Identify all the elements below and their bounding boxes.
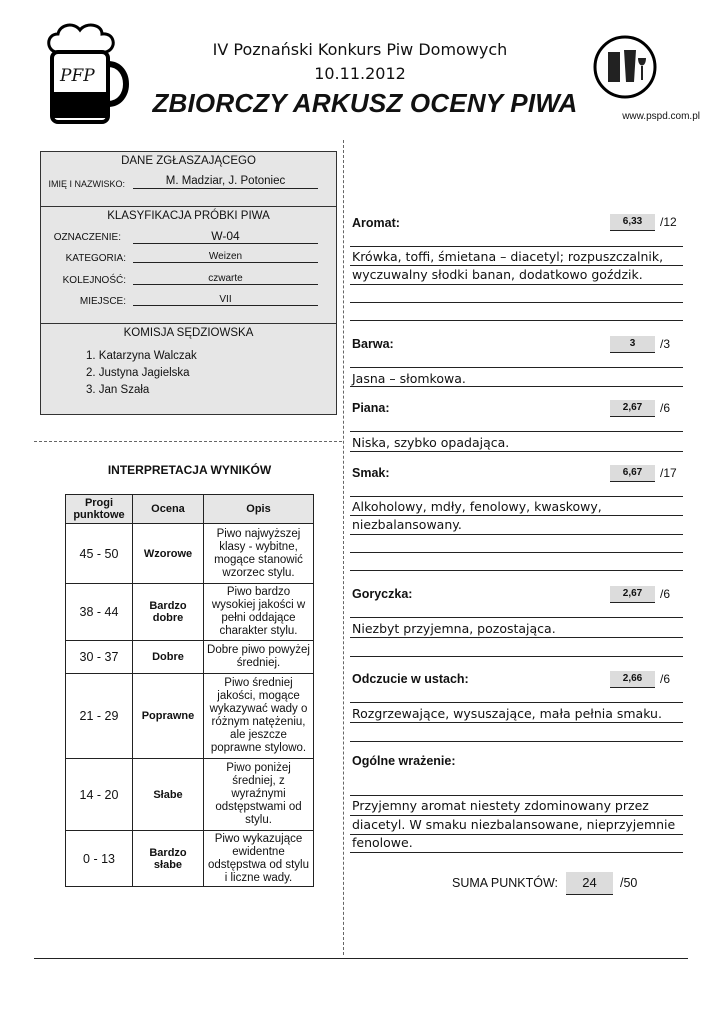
foam-label: Piana: <box>352 401 390 415</box>
header-grade: Ocena <box>133 495 204 524</box>
table-row <box>66 641 314 674</box>
taste-line-1 <box>350 496 683 497</box>
range-cell: 0 - 13 <box>66 831 133 887</box>
grade-cell: Słabe <box>133 759 204 831</box>
vertical-separator <box>343 140 344 955</box>
desc-cell: Piwo poniżej średniej, z wyraźnymi odstępstwami od stylu. <box>204 759 314 831</box>
bottom-rule <box>34 958 688 959</box>
color-comment-1: Jasna – słomkowa. <box>352 371 466 386</box>
designation-value: W-04 <box>133 229 318 244</box>
aroma-score: 6,33 <box>610 214 655 231</box>
aroma-comment-1: Krówka, toffi, śmietana – diacetyl; rozpuszczalnik, <box>352 249 664 264</box>
horizontal-separator <box>34 441 342 442</box>
taste-comment-1: Alkoholowy, mdły, fenolowy, kwaskowy, <box>352 499 602 514</box>
pfp-logo <box>40 22 135 127</box>
interpretation-table <box>65 494 314 887</box>
table-row <box>66 831 314 887</box>
grade-cell: Bardzo dobre <box>133 584 204 641</box>
foam-score: 2,67 <box>610 400 655 417</box>
range-cell: 38 - 44 <box>66 584 133 641</box>
mouthfeel-line-1 <box>350 702 683 703</box>
classification-section <box>40 206 337 325</box>
table-header-row <box>66 495 314 524</box>
jury-title: KOMISJA SĘDZIOWSKA <box>123 327 254 339</box>
color-label: Barwa: <box>352 337 394 351</box>
desc-cell: Piwo bardzo wysokiej jakości w pełni oddające charakter stylu. <box>204 584 314 641</box>
taste-line-2 <box>350 515 683 516</box>
category-value: Weizen <box>133 251 318 263</box>
overall-label: Ogólne wrażenie: <box>352 754 456 768</box>
name-label: IMIĘ I NAZWISKO: <box>48 179 125 189</box>
taste-max: /17 <box>660 466 677 480</box>
color-max: /3 <box>660 337 671 351</box>
grade-cell: Wzorowe <box>133 524 204 584</box>
table-row <box>66 674 314 759</box>
bitterness-line-1 <box>350 617 683 618</box>
aroma-line-2 <box>350 265 683 266</box>
taste-line-4 <box>350 552 683 553</box>
interpretation-title: INTERPRETACJA WYNIKÓW <box>107 463 272 477</box>
desc-cell: Piwo wykazujące ewidentne odstępstwa od stylu i liczne wady. <box>204 831 314 887</box>
aroma-line-5 <box>350 320 683 321</box>
jury-member-2: 2. Justyna Jagielska <box>86 367 190 379</box>
overall-comment-1: Przyjemny aromat niestety zdominowany przez <box>352 798 649 813</box>
grade-cell: Poprawne <box>133 674 204 759</box>
mouthfeel-max: /6 <box>660 672 671 686</box>
aroma-max: /12 <box>660 215 677 229</box>
order-label: KOLEJNOŚĆ: <box>62 275 126 286</box>
taste-score: 6,67 <box>610 465 655 482</box>
header-thresholds: Progi punktowe <box>66 495 133 524</box>
page-title: ZBIORCZY ARKUSZ OCENY PIWA <box>152 88 578 118</box>
table-row <box>66 759 314 831</box>
desc-cell: Dobre piwo powyżej średniej. <box>204 641 314 674</box>
desc-cell: Piwo najwyższej klasy - wybitne, mogące stanowić wzorzec stylu. <box>204 524 314 584</box>
total-label: SUMA PUNKTÓW: <box>452 876 559 890</box>
header-description: Opis <box>204 495 314 524</box>
contest-name: IV Poznański Konkurs Piw Domowych <box>212 40 508 59</box>
foam-line-2 <box>350 451 683 452</box>
mouthfeel-line-2 <box>350 722 683 723</box>
mouthfeel-label: Odczucie w ustach: <box>352 672 469 686</box>
range-cell: 45 - 50 <box>66 524 133 584</box>
mouthfeel-line-3 <box>350 741 683 742</box>
total-max: /50 <box>620 876 638 890</box>
bitterness-line-3 <box>350 656 683 657</box>
bitterness-max: /6 <box>660 587 671 601</box>
designation-label: OZNACZENIE: <box>53 232 121 243</box>
classification-title: KLASYFIKACJA PRÓBKI PIWA <box>107 210 270 222</box>
aroma-line-3 <box>350 284 683 285</box>
range-cell: 30 - 37 <box>66 641 133 674</box>
submitter-title: DANE ZGŁASZAJĄCEGO <box>121 155 256 167</box>
taste-comment-2: niezbalansowany. <box>352 517 462 532</box>
table-row <box>66 524 314 584</box>
jury-member-3: 3. Jan Szała <box>86 384 150 396</box>
table-row <box>66 584 314 641</box>
aroma-label: Aromat: <box>352 216 400 230</box>
taste-line-5 <box>350 570 683 571</box>
bitterness-score: 2,67 <box>610 586 655 603</box>
aroma-line-4 <box>350 302 683 303</box>
mouthfeel-score: 2,66 <box>610 671 655 688</box>
submitter-section <box>40 151 337 208</box>
foam-max: /6 <box>660 401 671 415</box>
place-value: VII <box>133 294 318 306</box>
color-score: 3 <box>610 336 655 353</box>
taste-label: Smak: <box>352 466 390 480</box>
color-line-1 <box>350 367 683 368</box>
range-cell: 21 - 29 <box>66 674 133 759</box>
aroma-line-1 <box>350 246 683 247</box>
bitterness-label: Goryczka: <box>352 587 413 601</box>
desc-cell: Piwo średniej jakości, mogące wykazywać wady o różnym natężeniu, ale jeszcze poprawne stylowo. <box>204 674 314 759</box>
category-label: KATEGORIA: <box>65 253 126 264</box>
grade-cell: Bardzo słabe <box>133 831 204 887</box>
taste-line-3 <box>350 534 683 535</box>
name-value: M. Madziar, J. Potoniec <box>133 175 318 189</box>
foam-line-1 <box>350 431 683 432</box>
overall-line-1 <box>350 795 683 796</box>
overall-comment-3: fenolowe. <box>352 835 413 850</box>
pfp-logo-text: PFP <box>60 66 95 86</box>
foam-comment-1: Niska, szybko opadająca. <box>352 435 510 450</box>
aroma-comment-2: wyczuwalny słodki banan, dodatkowo goździk. <box>352 267 643 282</box>
website-url: www.pspd.com.pl <box>622 111 700 122</box>
overall-comment-2: diacetyl. W smaku niezbalansowane, nieprzyjemnie <box>352 817 676 832</box>
bitterness-comment-1: Niezbyt przyjemna, pozostająca. <box>352 621 556 636</box>
pspd-logo <box>580 22 670 112</box>
place-label: MIEJSCE: <box>79 296 126 307</box>
order-value: czwarte <box>133 273 318 285</box>
contest-date: 10.11.2012 <box>314 64 406 83</box>
grade-cell: Dobre <box>133 641 204 674</box>
jury-section <box>40 323 337 415</box>
range-cell: 14 - 20 <box>66 759 133 831</box>
bitterness-line-2 <box>350 637 683 638</box>
color-line-2 <box>350 386 683 387</box>
overall-line-4 <box>350 852 683 853</box>
jury-member-1: 1. Katarzyna Walczak <box>86 350 197 362</box>
pspd-glasses-icon <box>580 22 670 112</box>
overall-line-2 <box>350 815 683 816</box>
mouthfeel-comment-1: Rozgrzewające, wysuszające, mała pełnia smaku. <box>352 706 662 721</box>
total-score: 24 <box>566 872 613 895</box>
